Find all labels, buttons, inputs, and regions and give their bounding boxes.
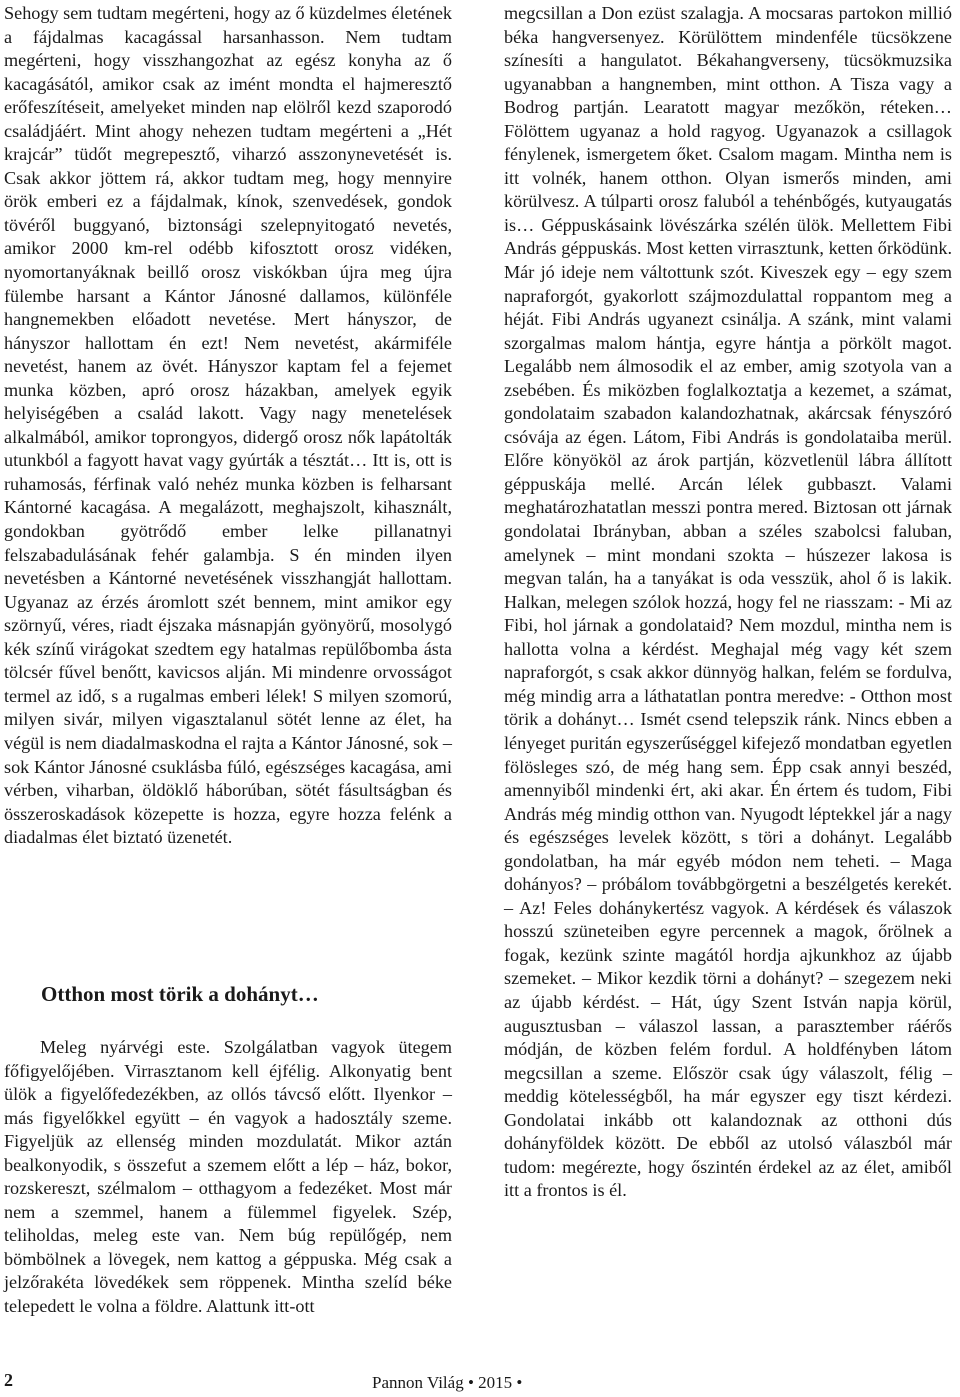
article-paragraph: megcsillan a Don ezüst szalagja. A mocsaras partokon millió béka hangversenyez. Körülöttem mindenféle tücsökzene színesíti a hangulatot. Békahangverseny, tücsökmuzsika ugyanabban a hangnemben, mint otthon. A Tisza vagy a Bodrog partján. Learatott magyar mezőkön, réteken… Fölöttem ugyanaz a hold ragyog. Ugyanazok a csillagok fénylenek, ismergetem őket. Csalom magam. Mintha nem is itt volnék, hanem otthon. Olyan ismerős minden, ami körülvesz. A túlparti orosz faluból a tehénbőgés, kutyaugatás is… Géppuskásaink lövészárka szélén ülök. Mellettem Fibi András géppuskás. Most ketten virrasztunk, ketten őrködünk. Már jó ideje nem váltottunk szót. Kiveszek egy – egy szem napraforgót, gyakorlott szájmozdulattal roppantom meg a héját. Fibi András ugyanezt csinálja. A szánk, mint valami szorgalmas malom hántja, egyre hántja a pörkölt magot. Legalább nem álmosodik el az ember, amig szotyola van a zsebében. És miközben foglalkoztatja a kezemet, a számat, gondolataim szabadon kalandozhatnak, akárcsak fényszóró csóvája az égen. Látom, Fibi András is gondolataiba merül. Előre könyököl az árok partján, közvetlenül lábra állított géppuskája mellé. Arcán lélek gubbaszt. Valami meghatározhatatlan messzi pontra mered. Biztosan ott járnak gondolatai Ibrányban, abban a széles szabolcsi faluban, amelynek – mint mondani szokta – húszezer lakosa is megvan talán, ha a tanyákat is oda vesszük, ahol ő is lakik. Halkan, melegen szólok hozzá, hogy fel ne riasszam: - Mi az Fibi, hol járnak a gondolataid? Nem mozdul, mintha nem is hallotta volna a kérdést. Meghajal még vagy két szem napraforgót, s csak akkor dünnyög halkan, felém se fordulva, még mindig arra a láthatatlan pontra meredve: - Otthon most törik a dohányt… Ismét csend telepszik ránk. Nincs ebben a lényeget puritán egyszerűséggel kifejező mondatban egyetlen fölösleges szó, de még hang sem. Épp csak annyi beszéd, amennyiből mindenki ért, aki akar. Én értem és tudom, Fibi András még mindig otthon van. Nyugodt léptekkel jár a nagy és egészséges levelek között, s töri a dohányt. Legalább gondolatban, ha már egyéb módon nem teheti. – Maga dohányos? – próbálom továbbgörgetni a beszélgetés kerekét. – Az! Feles dohánykertész vagyok. A kérdések és válaszok hosszú szüneteiben egyre percennek a magok, őrölnek a fogak, kezünk szinte magától hordja ajkunkhoz az újabb szemeket. – Mikor kezdik törni a dohányt? – szegezem neki az újabb kérdést. – Hát, úgy Szent István napja körül, augusztusban – válaszol lassan, a parasztember ráérős módján, de közben felém fordul. A holdfényben látom megcsillan a szeme. Először csak úgy válaszolt, félig – meddig kötelességből, ha már egyszer egy tiszt kérdezi. Gondolatai inkább ott kalandoznak az otthoni dús dohányföldek között. De ebből az utolsó válaszból már tudom: megérezte, hogy őszintén érdekel az az élet, amiből itt a frontos is él. [504, 3, 952, 1201]
section-title: Otthon most törik a dohányt… [41, 982, 319, 1006]
left-column-upper [4, 2, 452, 850]
right-column [504, 2, 952, 1203]
article-paragraph: Sehogy sem tudtam megérteni, hogy az ő küzdelmes életének a fájdalmas kacagással harsanhasson. Nem tudtam megérteni, hogy visszhangozhat az egész konyha az ő kacagásától, amikor csak az imént mondta el hajmeresztő erőfeszítéseit, amelyeket minden nap elölről kezd szaporodó családjáért. Mint ahogy nehezen tudtam megérteni a „Hét krajcár” tüdőt megrepesztő, viharzó asszonynevetését is. Csak akkor jöttem rá, akkor tudtam meg, hogy mennyire örök emberi ez a fájdalmak, kínok, szenvedések, gondok tövéről buggyanó, biztonsági szelepnyitogató nevetés, amikor 2000 km-rel odébb kifosztott orosz vidéken, nyomortanyáknak beillő orosz viskókban újra meg újra fülembe harsant a Kántor Jánosné dallamos, különféle hangnemekben előadott nevetése. Mert hányszor, de hányszor hallottam én ezt! Nem nevetést, akármiféle nevetést, hanem az övét. Hányszor kaptam fel a fejemet munka közben, apró orosz házakban, amelyek egyik helyiségében a család lakott. Vagy nagy menetelések alkalmából, amikor toprongyos, didergő orosz nők lapátolták utunkból a fagyott havat vagy gyúrták a tésztát… Itt is, ott is ruhamosás, férfinak való nehéz munka közben is felharsant Kántorné kacagása. A megalázott, meghajszolt, kihasznált, gondokban gyötrődő ember lelke pillanatnyi felszabadulásának fehér galambja. S én minden ilyen nevetésben a Kántorné nevetésének visszhangját hallottam. Ugyanaz az érzés áromlott szét bennem, mint amikor egy szörnyű, véres, riadt éjszaka másnapján gyönyörű, mosolygó kék színű virágokat szedtem egy hatalmas repülőbomba ásta tölcsér fűvel benőtt, kavicsos alján. Mi mindenre orvosságot termel az idő, s a rugalmas emberi lélek! S milyen szomorú, milyen sivár, milyen vigasztalanul sötét lenne az élet, ha végül is nem diadalmaskodna el rajta a Kántor Jánosné, sok – sok Kántor Jánosné csuklásba fúló, egészséges kacagása, ami vérben, viharban, öldöklő háborúban, sötét fásultságban és összeroskadások közepette is hozza, egyre hozza felénk a diadalmas élet biztató üzenetét. [4, 3, 453, 848]
left-column-lower [4, 1036, 452, 1319]
article-paragraph: Meleg nyárvégi este. Szolgálatban vagyok ütegem főfigyelőjében. Virrasztanom kell éjfélig. Alkonyatig bent ülök a figyelőfedezékben, az ollós távcső előtt. Ilyenkor – más figyelőkkel együtt – én vagyok a hadosztály szeme. Figyeljük az ellenség minden mozdulatát. Mikor aztán bealkonyodik, s összefut a szemem előtt a lép – ház, bokor, rozskereszt, szélmalom – otthagyom a fedezéket. Most már nem a szemmel, hanem a fülemmel figyelek. Szép, teliholdas, meleg este van. Nem búg repülőgép, nem bömbölnek a lövegek, nem kattog a géppuska. Még csak a jelzőrakéta lövedékek sem röppenek. Mintha szelíd béke telepedett le volna a földre. Alattunk itt-ott [4, 1037, 452, 1317]
publication-footer: Pannon Világ • 2015 • [372, 1373, 523, 1392]
page-number: 2 [4, 1370, 13, 1390]
